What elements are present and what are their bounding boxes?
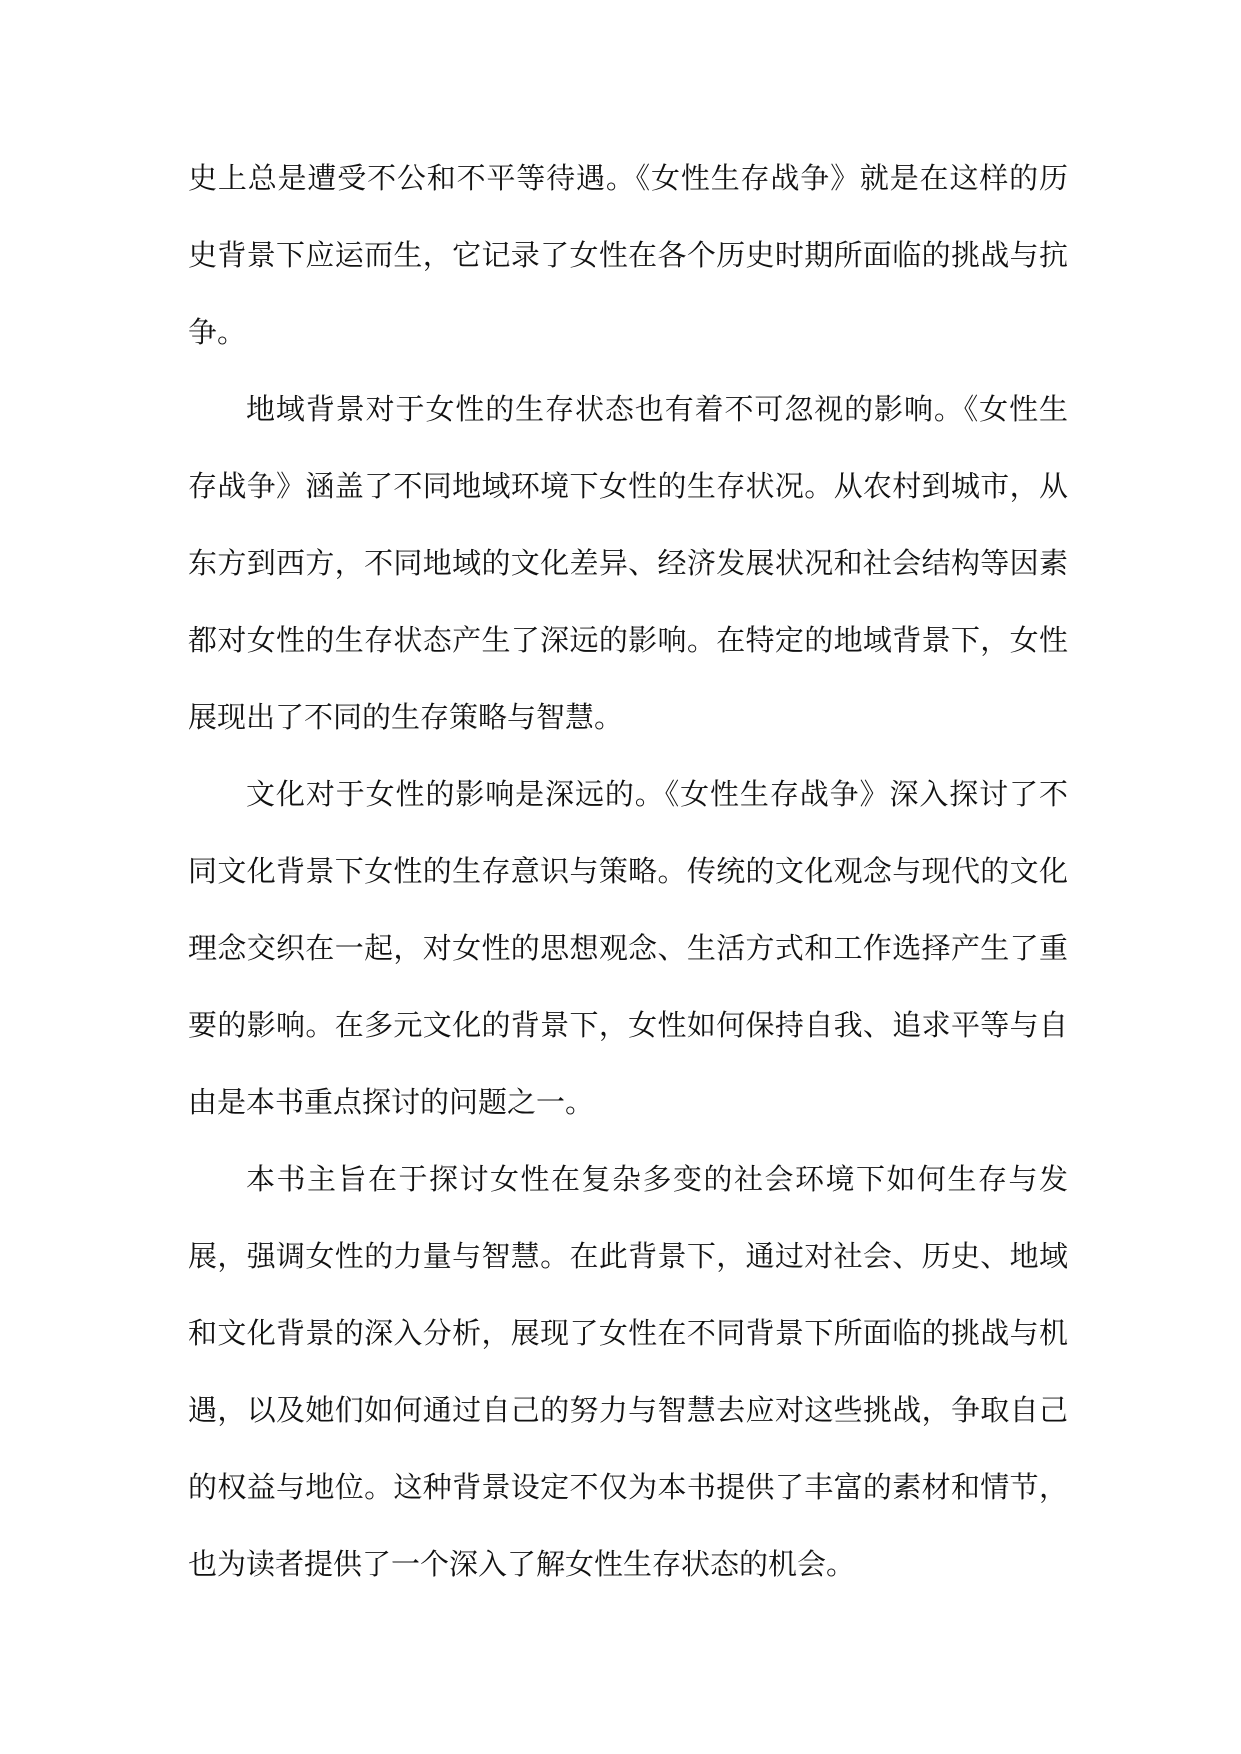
paragraph-3-line-1: 文化对于女性的影响是深远的。《女性生存战争》深入探讨了不 bbox=[246, 777, 1068, 811]
paragraph-4-line-3: 和文化背景的深入分析，展现了女性在不同背景下所面临的挑战与机 bbox=[188, 1316, 1068, 1350]
paragraph-4-line-5: 的权益与地位。这种背景设定不仅为本书提供了丰富的素材和情节， bbox=[188, 1470, 1068, 1504]
paragraph-4-line-6: 也为读者提供了一个深入了解女性生存状态的机会。 bbox=[188, 1547, 856, 1581]
paragraph-1-line-3: 争。 bbox=[188, 315, 247, 349]
paragraph-4-line-4: 遇，以及她们如何通过自己的努力与智慧去应对这些挑战，争取自己 bbox=[188, 1393, 1068, 1427]
paragraph-3-line-4: 要的影响。在多元文化的背景下，女性如何保持自我、追求平等与自 bbox=[188, 1008, 1068, 1042]
paragraph-2-line-1: 地域背景对于女性的生存状态也有着不可忽视的影响。《女性生 bbox=[246, 392, 1068, 426]
paragraph-3-line-3: 理念交织在一起，对女性的思想观念、生活方式和工作选择产生了重 bbox=[188, 931, 1068, 965]
paragraph-4-line-1: 本书主旨在于探讨女性在复杂多变的社会环境下如何生存与发 bbox=[246, 1162, 1068, 1196]
paragraph-2-line-3: 东方到西方，不同地域的文化差异、经济发展状况和社会结构等因素 bbox=[188, 546, 1068, 580]
paragraph-3-line-5: 由是本书重点探讨的问题之一。 bbox=[188, 1085, 595, 1119]
body-text bbox=[188, 140, 1068, 1603]
paragraph-1-line-2: 史背景下应运而生，它记录了女性在各个历史时期所面临的挑战与抗 bbox=[188, 238, 1068, 272]
paragraph-2-line-4: 都对女性的生存状态产生了深远的影响。在特定的地域背景下，女性 bbox=[188, 623, 1068, 657]
paragraph-3-line-2: 同文化背景下女性的生存意识与策略。传统的文化观念与现代的文化 bbox=[188, 854, 1068, 888]
paragraph-4-line-2: 展，强调女性的力量与智慧。在此背景下，通过对社会、历史、地域 bbox=[188, 1239, 1068, 1273]
paragraph-2-line-5: 展现出了不同的生存策略与智慧。 bbox=[188, 700, 624, 734]
paragraph-1-line-1: 史上总是遭受不公和不平等待遇。《女性生存战争》就是在这样的历 bbox=[188, 161, 1068, 195]
paragraph-2-line-2: 存战争》涵盖了不同地域环境下女性的生存状况。从农村到城市，从 bbox=[188, 469, 1068, 503]
